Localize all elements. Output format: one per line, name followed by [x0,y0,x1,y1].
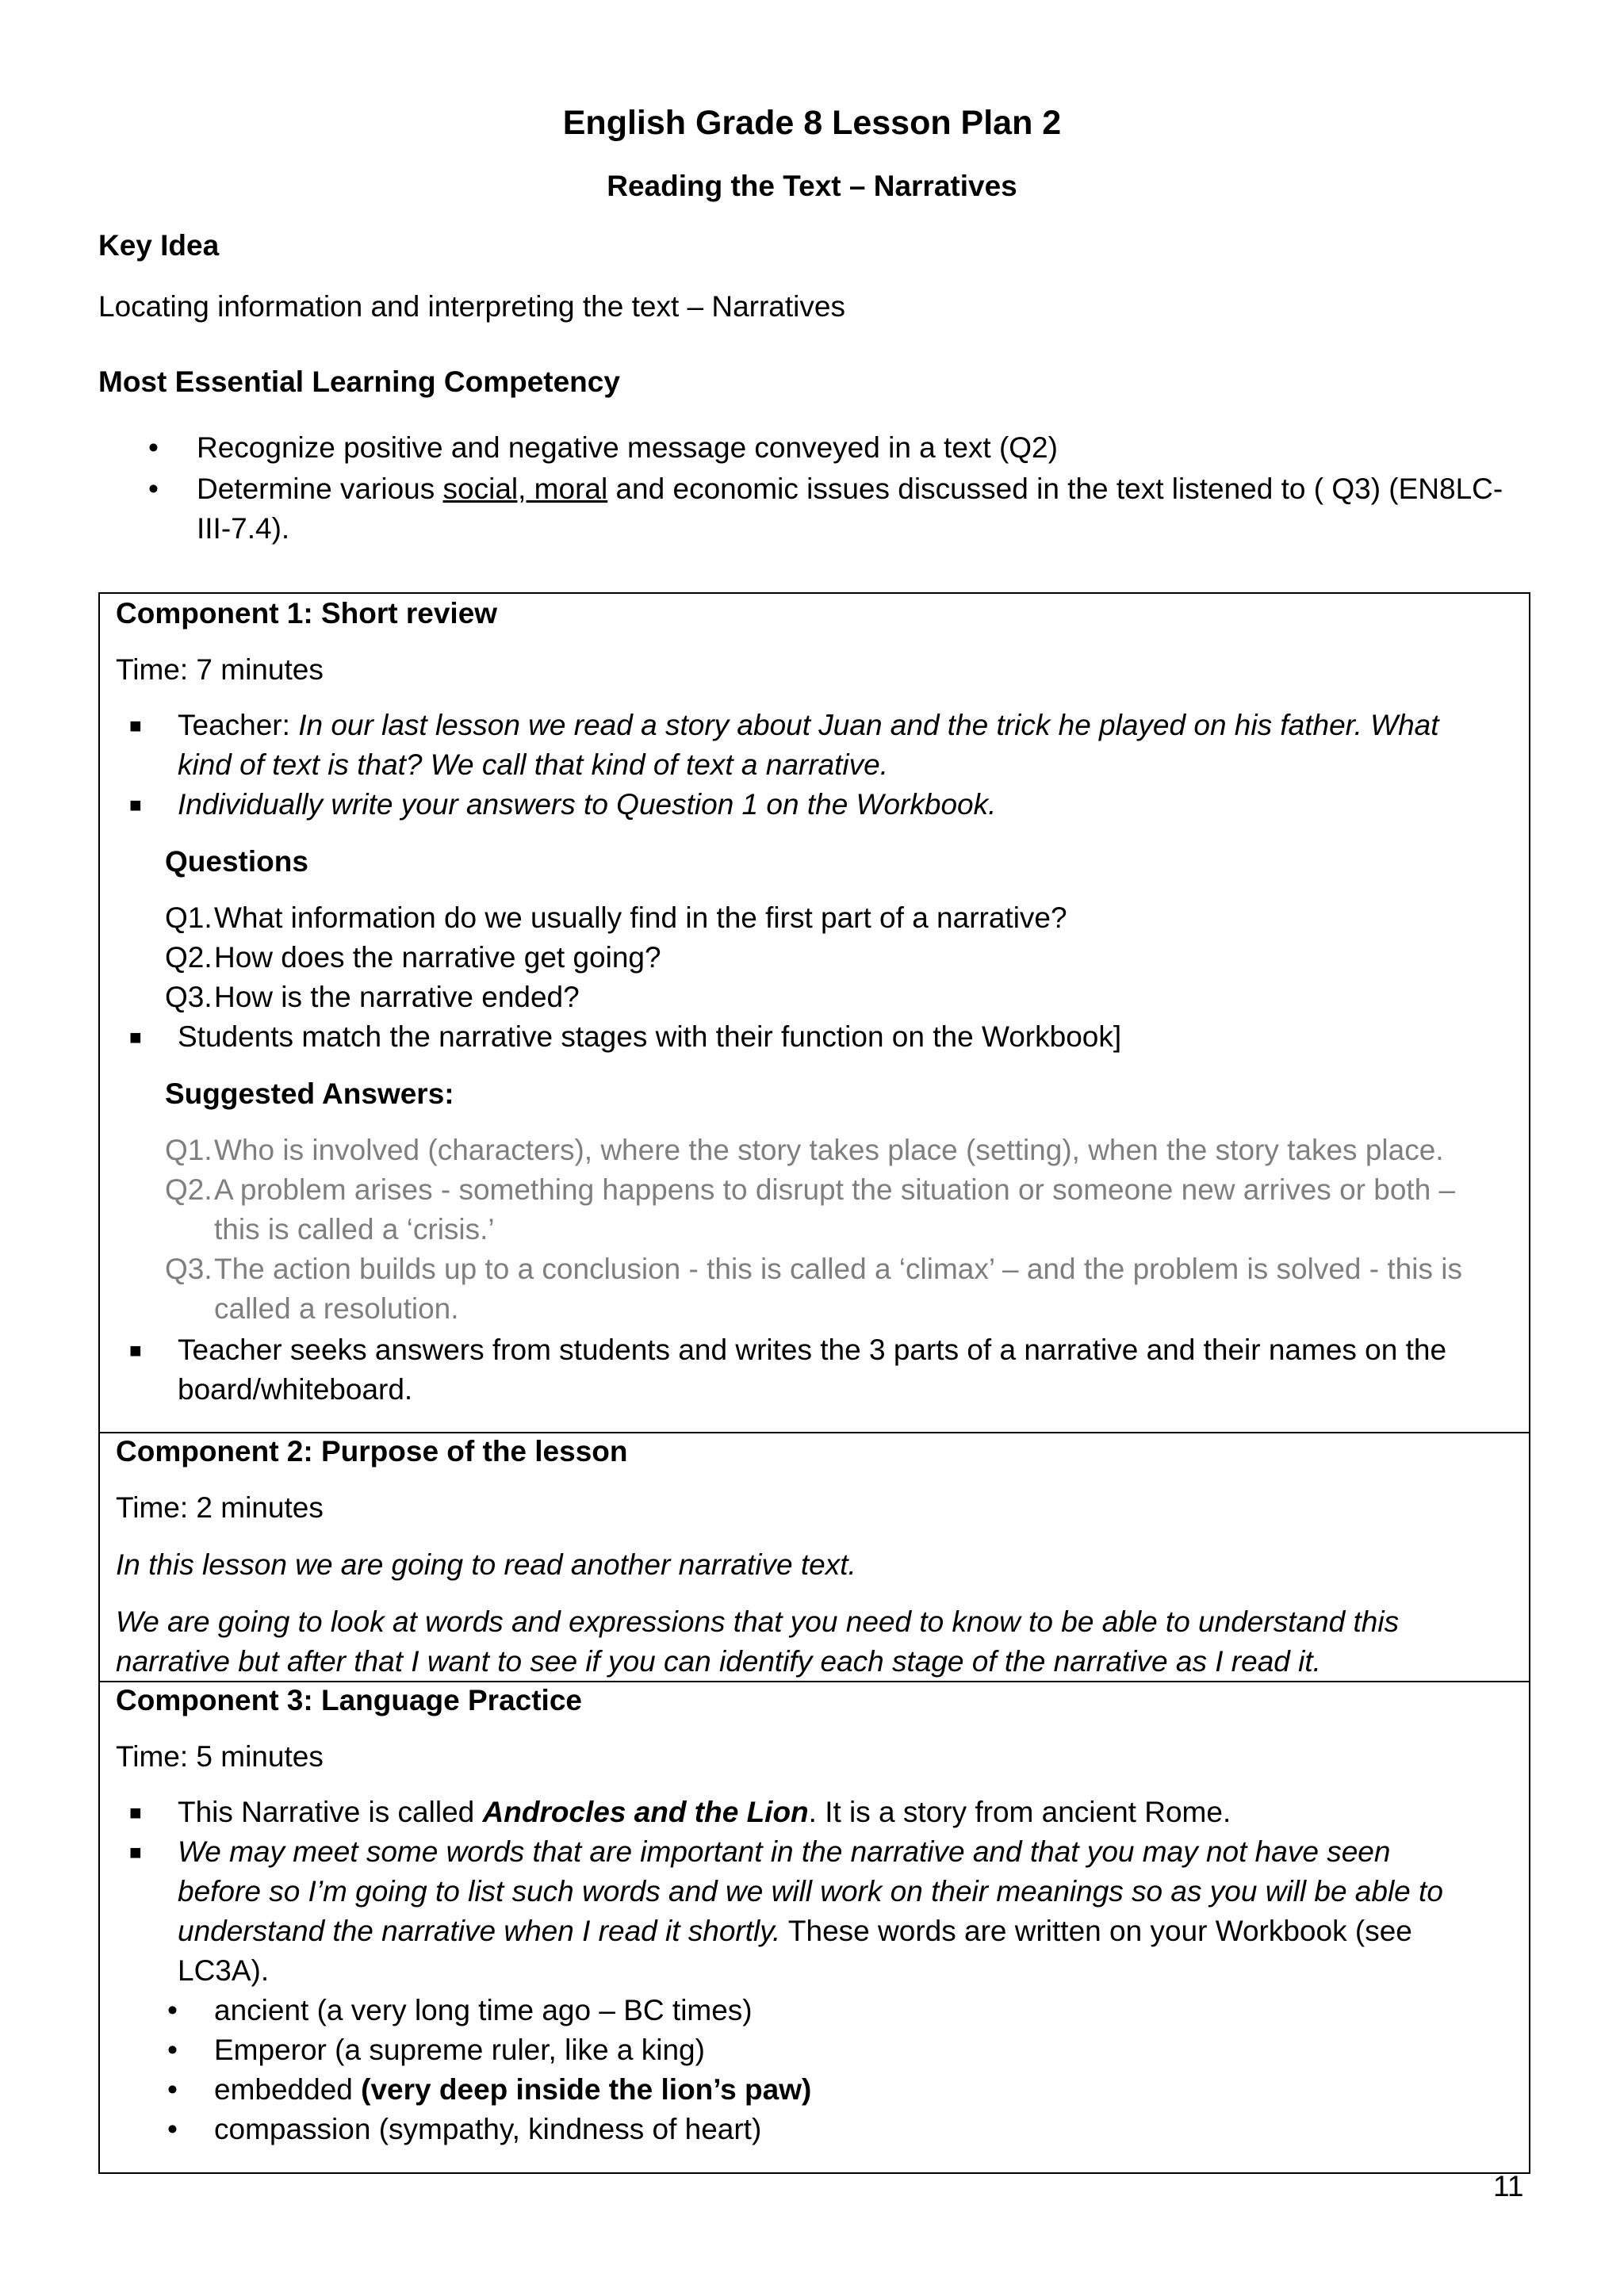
vocab-item: compassion (sympathy, kindness of heart) [214,2113,762,2145]
bullet-icon: • [148,473,159,505]
competency-item-2-end: and economic issues discussed in the text listened to ( Q3) (EN8LC- [615,473,1503,505]
square-bullet-icon: ■ [129,1025,142,1049]
page-subtitle: Reading the Text – Narratives [607,170,1017,202]
teacher-label: Teacher: [178,709,299,741]
component-3-box [98,1681,1530,2174]
square-bullet-icon: ■ [129,1800,142,1824]
component-2-heading: Component 2: Purpose of the lesson [116,1435,628,1468]
answer-item: Q3.The action builds up to a conclusion - this is called a ‘climax’ – and the problem is solved - this is [165,1253,1462,1285]
component-2-box [98,1432,1530,1682]
purpose-p2-line2: narrative but after that I want to see if you can identify each stage of the narrative as I read it. [116,1645,1321,1678]
answer-item-cont: called a resolution. [214,1292,459,1325]
teacher-seeks-2: board/whiteboard. [178,1373,413,1406]
match-instruction: Students match the narrative stages with their function on the Workbook] [178,1020,1122,1053]
competency-item-2 [197,469,1503,509]
individual-instruction: Individually write your answers to Question 1 on the Workbook. [178,788,997,821]
vocab-item: ancient (a very long time ago – BC times) [214,1994,753,2026]
answer-item: Q2.A problem arises - something happens to disrupt the situation or someone new arrives or both – [165,1173,1456,1206]
key-idea-text: Locating information and interpreting the text – Narratives [98,290,845,323]
vocab-item: Emperor (a supreme ruler, like a king) [214,2034,705,2066]
vocab-item: embedded (very deep inside the lion’s paw) [214,2073,812,2106]
meet-line-2: before so I’m going to list such words and we will work on their meanings so as you will be able to [178,1875,1443,1908]
question-item: Q2.How does the narrative get going? [165,941,661,974]
answers-heading: Suggested Answers: [165,1077,454,1110]
square-bullet-icon: ■ [129,1840,142,1864]
teacher-line [178,706,1513,745]
teacher-quote-2: kind of text is that? We call that kind of text a narrative. [178,748,888,781]
component-3-heading: Component 3: Language Practice [116,1684,582,1716]
competency-item-2-start: Determine various [197,473,435,505]
competency-item-1: Recognize positive and negative message conveyed in a text (Q2) [197,431,1058,464]
bullet-icon: • [167,1994,178,2026]
component-3-time: Time: 5 minutes [116,1740,324,1773]
bullet-icon: • [167,2073,178,2106]
component-1-box [98,592,1530,1433]
component-2-time: Time: 2 minutes [116,1491,324,1524]
bullet-icon: • [167,2034,178,2066]
meet-line-1: We may meet some words that are important in the narrative and that you may not have seen [178,1835,1391,1868]
page-title: English Grade 8 Lesson Plan 2 [562,104,1062,142]
teacher-seeks-1: Teacher seeks answers from students and writes the 3 parts of a narrative and their names on the [178,1334,1447,1366]
page-number: 11 [1493,2170,1524,2202]
answer-item-cont: this is called a ‘crisis.’ [214,1213,495,1246]
square-bullet-icon: ■ [129,793,142,817]
meet-line-3: understand the narrative when I read it shortly. These words are written on your Workbook (see [178,1915,1412,1947]
bullet-icon: • [167,2113,178,2145]
key-idea-heading: Key Idea [98,229,220,262]
narrative-title: Androcles and the Lion [482,1796,809,1828]
competency-heading: Most Essential Learning Competency [98,365,620,398]
purpose-p2-line1: We are going to look at words and expressions that you need to know to be able to understand this [116,1605,1400,1638]
meet-line-4: LC3A). [178,1954,270,1987]
answer-item: Q1.Who is involved (characters), where the story takes place (setting), when the story takes place. [165,1134,1444,1166]
purpose-p1: In this lesson we are going to read another narrative text. [116,1548,856,1581]
bullet-icon: • [148,431,159,464]
component-1-time: Time: 7 minutes [116,653,324,686]
question-item: Q3.How is the narrative ended? [165,981,580,1013]
teacher-quote-1: In our last lesson we read a story about Juan and the trick he played on his father. What [298,709,1439,741]
competency-item-2-cont: III-7.4). [197,512,290,545]
question-item: Q1.What information do we usually find in the first part of a narrative? [165,901,1067,934]
square-bullet-icon: ■ [129,714,142,737]
competency-item-2-underlined: social, moral [442,473,608,505]
questions-heading: Questions [165,845,308,878]
narrative-intro: This Narrative is called Androcles and the Lion. It is a story from ancient Rome. [178,1796,1231,1828]
square-bullet-icon: ■ [129,1338,142,1362]
component-1-heading: Component 1: Short review [116,597,498,629]
